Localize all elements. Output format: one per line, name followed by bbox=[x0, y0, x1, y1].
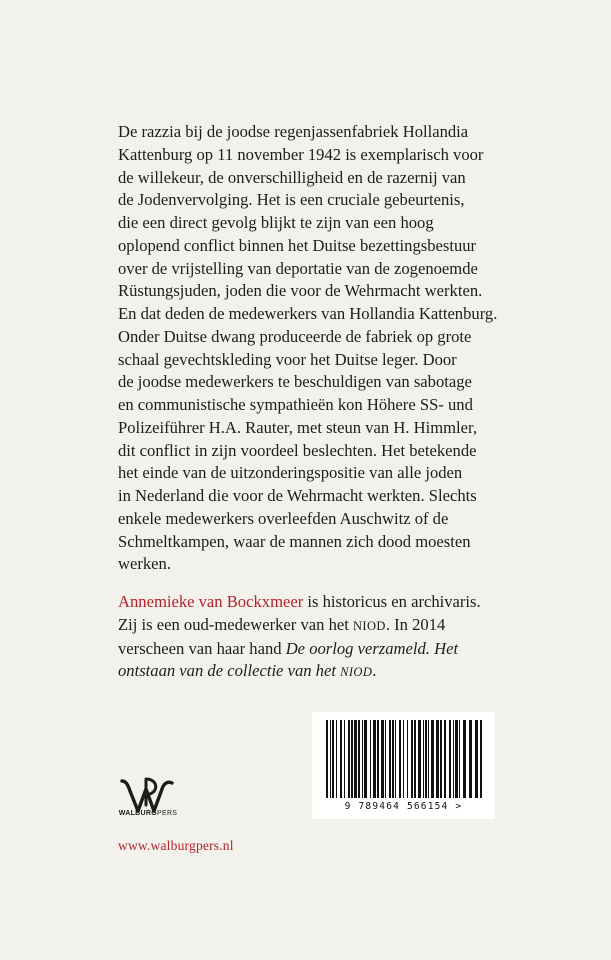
book-title-part-1: De oorlog verzameld. Het bbox=[285, 638, 459, 658]
barcode-bar bbox=[377, 720, 379, 798]
author-bio bbox=[118, 591, 518, 684]
barcode-bar bbox=[463, 720, 466, 798]
blurb-line: Kattenburg op 11 november 1942 is exemplarisch voor bbox=[118, 144, 484, 164]
author-name: Annemieke van Bockxmeer bbox=[118, 592, 304, 611]
isbn-barcode bbox=[312, 712, 495, 819]
barcode-bar bbox=[469, 720, 472, 798]
walburg-pers-logo bbox=[116, 775, 176, 831]
barcode-bar bbox=[385, 720, 386, 798]
publisher-url[interactable]: www.walburgpers.nl bbox=[118, 838, 234, 853]
blurb-line: schaal gevechtskleding voor het Duitse leger. Door bbox=[118, 349, 457, 369]
blurb-line: die een direct gevolg blijkt te zijn van een hoog bbox=[118, 213, 434, 232]
barcode-bar bbox=[392, 720, 394, 798]
barcode-bar bbox=[453, 720, 454, 798]
blurb-line: En dat deden de medewerkers van Hollandia Kattenburg. bbox=[118, 304, 498, 323]
barcode-bar bbox=[403, 720, 404, 798]
barcode-bar bbox=[330, 720, 331, 798]
niod-abbreviation: NIOD bbox=[340, 665, 373, 680]
barcode-bar bbox=[440, 720, 442, 798]
barcode-bar bbox=[399, 720, 401, 798]
barcode-bar bbox=[340, 720, 342, 798]
blurb-line: werken. bbox=[118, 554, 171, 574]
barcode-bar bbox=[428, 720, 429, 798]
barcode-bar bbox=[449, 720, 451, 798]
barcode-bar bbox=[444, 720, 446, 798]
barcode-bar bbox=[407, 720, 408, 798]
barcode-bar bbox=[362, 720, 363, 798]
bio-line-4: ontstaan van de collectie van het NIOD. bbox=[118, 661, 377, 681]
barcode-bar bbox=[459, 720, 460, 798]
blurb-line: het einde van de uitzonderingspositie van alle joden bbox=[118, 463, 463, 483]
blurb-line: Rüstungsjuden, joden die voor de Wehrmacht werkten. bbox=[118, 281, 483, 301]
barcode-bar bbox=[418, 720, 421, 798]
blurb-line: Polizeiführer H.A. Rauter, met steun van H. Himmler, bbox=[118, 417, 478, 437]
blurb-line: de willekeur, de onverschilligheid en de razernij van bbox=[118, 167, 466, 187]
blurb-line: de joodse medewerkers te beschuldigen van sabotage bbox=[118, 372, 472, 392]
barcode-bar bbox=[370, 720, 371, 798]
barcode-bar bbox=[354, 720, 357, 798]
blurb-line: enkele medewerkers overleefden Auschwitz of de bbox=[118, 508, 449, 528]
blurb-line: oplopend conflict binnen het Duitse bezettingsbestuur bbox=[118, 235, 477, 255]
barcode-bar bbox=[336, 720, 337, 798]
barcode-bar bbox=[348, 720, 350, 798]
barcode-bar bbox=[431, 720, 434, 798]
barcode-digits: 9 789464 566154 > bbox=[344, 801, 463, 812]
barcode-bars bbox=[312, 712, 495, 804]
niod-abbreviation: NIOD bbox=[353, 618, 386, 633]
barcode-bar bbox=[389, 720, 391, 798]
barcode-bar bbox=[344, 720, 345, 798]
barcode-bar bbox=[332, 720, 334, 798]
barcode-bar bbox=[364, 720, 367, 798]
bio-line-3: verscheen van haar hand De oorlog verzameld. Het bbox=[118, 638, 459, 658]
barcode-bar bbox=[351, 720, 353, 798]
barcode-bar bbox=[381, 720, 384, 798]
barcode-bar bbox=[373, 720, 376, 798]
barcode-bar bbox=[425, 720, 427, 798]
barcode-bar bbox=[414, 720, 416, 798]
blurb-line: Schmeltkampen, waar de mannen zich dood moesten bbox=[118, 531, 471, 551]
barcode-bar bbox=[358, 720, 360, 798]
barcode-bar bbox=[436, 720, 439, 798]
barcode-bar bbox=[395, 720, 396, 798]
blurb-line: Onder Duitse dwang produceerde de fabriek op grote bbox=[118, 326, 472, 346]
barcode-bar bbox=[423, 720, 424, 798]
barcode-bar bbox=[455, 720, 458, 798]
blurb-line: dit conflict in zijn voordeel beslechten. Het betekende bbox=[118, 440, 477, 460]
blurb-line: de Jodenvervolging. Het is een cruciale gebeurtenis, bbox=[118, 190, 465, 210]
blurb-line: over de vrijstelling van deportatie van de zogenoemde bbox=[118, 258, 478, 278]
barcode-bar bbox=[475, 720, 478, 798]
blurb-text bbox=[118, 121, 518, 576]
bio-line-1: Annemieke van Bockxmeer is historicus en archivaris. bbox=[118, 592, 481, 611]
book-title-part-2: ontstaan van de collectie van het NIOD bbox=[118, 661, 373, 681]
barcode-bar bbox=[480, 720, 482, 798]
barcode-bar bbox=[326, 720, 328, 798]
blurb-line: De razzia bij de joodse regenjassenfabriek Hollandia bbox=[118, 122, 469, 141]
barcode-bar bbox=[411, 720, 413, 798]
logo-wordmark: WALBURGPERS bbox=[118, 810, 178, 817]
blurb-line: en communistische sympathieën kon Höhere SS- und bbox=[118, 395, 473, 414]
blurb-line: in Nederland die voor de Wehrmacht werkten. Slechts bbox=[118, 486, 477, 505]
bio-line-2: Zij is een oud-medewerker van het NIOD. In 2014 bbox=[118, 614, 446, 634]
